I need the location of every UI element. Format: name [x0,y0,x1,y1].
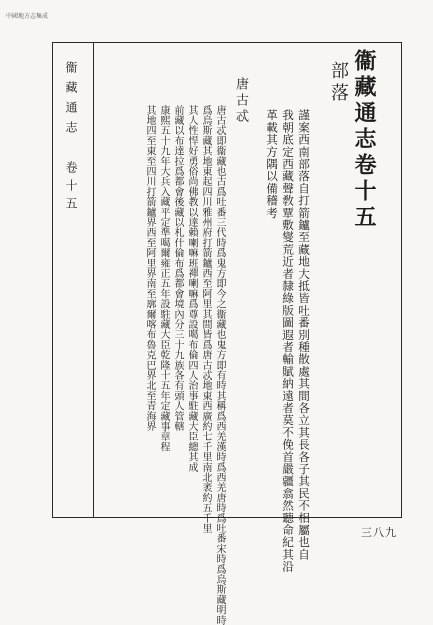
chapter-title: 衞藏通志卷十五 [351,49,377,231]
volume-margin: 卷十五 [64,161,78,215]
page-number: 三八九 [361,526,397,539]
note-column-2: 爲烏斯藏其地東起四川雅州府打箭鑪西至阿里其間皆爲唐古忒地東西廣約七千里南北袤約五千里 [200,105,211,534]
section-heading: 部落 [328,61,349,105]
note-column-6: 其地四至東至四川打箭鑪界西至阿里界南至廓爾喀布魯克巴界北至青海界 [144,105,155,432]
body-column-2: 我朝底定西藏聲敎覃敷燮荒近者隸綠版圖遐者輸賦納遠者莫不俛首嚴疆翕然聽命紀其沿 [281,109,295,573]
note-column-3: 其人性悍好勇俗尚佛教以達賴喇嘛班禪喇嘛爲尊設噶布倫四人治事駐藏大臣總其成 [186,105,197,473]
subsection-heading: 唐古忒 [233,77,248,125]
library-seal: 中國地方志集成 [6,13,49,20]
note-column-5: 康熙五十九年大兵入藏平定準噶爾雍正五年設駐藏大臣乾隆十五年定藏事章程 [158,105,169,452]
note-column-4: 前藏以布達拉爲都會後藏以札什倫布爲都會境內分三十九族各有頭人管轄 [172,105,183,432]
body-column-1: 謹案西南部落自打箭鑪至藏地大抵皆吐番別種散處其間各立其長各子其民不相屬也自 [297,109,311,561]
book-title-margin: 衞藏通志 [64,61,78,141]
note-column-1: 唐古忒即衞藏也古爲吐番三代時爲鬼方即今之衞藏也鬼方即有時其稱爲西羌漢時爲西羌唐時爲吐番宋時爲烏斯藏明時 [214,105,225,625]
margin-rule [93,43,94,517]
body-column-3: 革載其方隅以備稽考 [265,109,279,219]
